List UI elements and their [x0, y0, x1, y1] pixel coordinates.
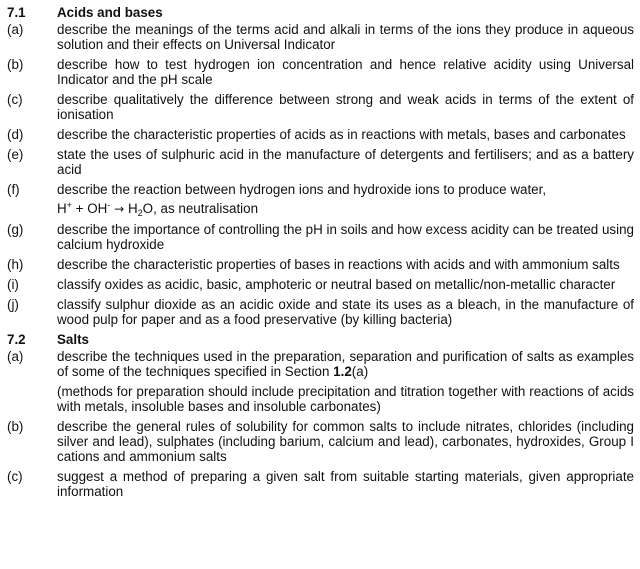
- item-text: describe the techniques used in the preparation, separation and purification of salts as examples of some of the techniques specified in Section: [57, 349, 634, 379]
- list-item-7-1-c: [7, 92, 634, 122]
- preparation-note: (methods for preparation should include precipitation and titration together with reactions of acids with metals, insoluble bases and insoluble carbonates): [57, 384, 634, 414]
- item-text: classify sulphur dioxide as an acidic oxide and state its uses as a bleach, in the manufacture of wood pulp for paper and as a food preservative (by killing bacteria): [57, 297, 634, 327]
- section-reference: 1.2: [333, 364, 352, 379]
- item-body: [57, 349, 634, 414]
- neutralisation-equation: [57, 201, 634, 217]
- equation-h: H: [57, 201, 67, 216]
- equation-water-h: H: [127, 201, 138, 216]
- item-text: describe the importance of controlling the pH in soils and how excess acidity can be treated using calcium hydroxide: [57, 222, 634, 252]
- item-text: suggest a method of preparing a given salt from suitable starting materials, given appropriate information: [57, 469, 634, 499]
- list-item-7-1-g: [7, 222, 634, 252]
- item-text: describe the meanings of the terms acid and alkali in terms of the ions they produce in aqueous solution and their effects on Universal Indicator: [57, 22, 634, 52]
- list-item-7-2-a: [7, 349, 634, 414]
- list-item-7-1-a: [7, 22, 634, 52]
- item-text: classify oxides as acidic, basic, amphoteric or neutral based on metallic/non-metallic character: [57, 277, 616, 292]
- equation-tail: , as neutralisation: [153, 201, 259, 216]
- equation-oh-charge: -: [107, 200, 111, 210]
- item-text: describe the reaction between hydrogen ions and hydroxide ions to produce water,: [57, 182, 547, 197]
- section-title: Acids and bases: [57, 5, 163, 20]
- list-item-7-1-h: [7, 257, 634, 272]
- item-label: (i): [7, 277, 19, 292]
- equation-h-charge: +: [66, 200, 72, 210]
- item-label: (h): [7, 257, 24, 272]
- item-text: describe how to test hydrogen ion concentration and hence relative acidity using Universal Indicator and the pH scale: [57, 57, 634, 87]
- list-item-7-1-f: [7, 182, 634, 217]
- list-item-7-1-e: [7, 147, 634, 177]
- item-text: describe the characteristic properties of bases in reactions with acids and with ammonium salts: [57, 257, 620, 272]
- list-item-7-2-c: [7, 469, 634, 499]
- section-number: 7.1: [7, 5, 26, 20]
- item-text: state the uses of sulphuric acid in the manufacture of detergents and fertilisers; and as a battery acid: [57, 147, 634, 177]
- section-heading-7-2: [7, 332, 634, 347]
- section-heading-7-1: [7, 5, 634, 20]
- item-label: (c): [7, 92, 23, 107]
- item-label: (f): [7, 182, 20, 197]
- item-label: (b): [7, 57, 24, 72]
- arrow-right-icon: →: [110, 202, 128, 216]
- item-label: (g): [7, 222, 24, 237]
- equation-oh: + OH: [71, 201, 108, 216]
- section-reference-tail: (a): [351, 364, 369, 379]
- item-label: (b): [7, 419, 24, 434]
- item-label: (e): [7, 147, 24, 162]
- section-title: Salts: [57, 332, 90, 347]
- item-label: (a): [7, 349, 24, 364]
- equation-water-sub: 2: [137, 208, 143, 218]
- list-item-7-1-i: [7, 277, 634, 292]
- item-text-wrap: [57, 349, 634, 379]
- list-item-7-1-d: [7, 127, 634, 142]
- list-item-7-1-b: [7, 57, 634, 87]
- equation-water-o: O: [142, 201, 154, 216]
- list-item-7-1-j: [7, 297, 634, 327]
- item-label: (d): [7, 127, 24, 142]
- section-number: 7.2: [7, 332, 26, 347]
- item-label: (a): [7, 22, 24, 37]
- item-text: describe the characteristic properties of acids as in reactions with metals, bases and carbonates: [57, 127, 626, 142]
- item-label: (j): [7, 297, 19, 312]
- list-item-7-2-b: [7, 419, 634, 464]
- item-body: [57, 182, 634, 217]
- item-text: describe the general rules of solubility for common salts to include nitrates, chlorides (including silver and lead), sulphates (including barium, calcium and lead), carbonates, hydroxides, Group I cations and ammonium salts: [57, 419, 634, 464]
- item-label: (c): [7, 469, 23, 484]
- item-text: describe qualitatively the difference between strong and weak acids in terms of the extent of ionisation: [57, 92, 634, 122]
